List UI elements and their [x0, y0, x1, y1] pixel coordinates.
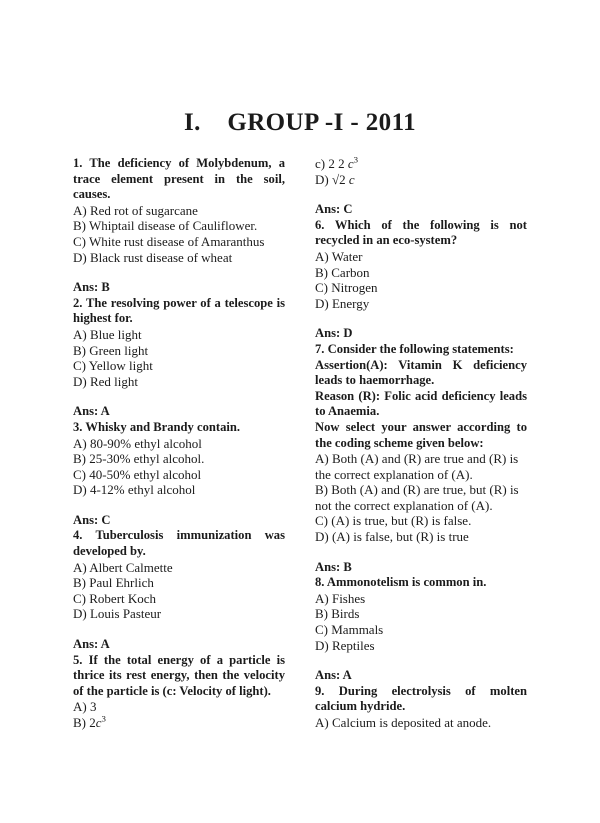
option-1-a[interactable]: A) Red rot of sugarcane [73, 202, 198, 218]
spacer [73, 265, 285, 280]
option-5-b-prefix: B) 2 [73, 715, 96, 730]
option-8-a[interactable]: A) Fishes [315, 590, 366, 606]
option-7-d[interactable]: D) (A) is false, but (R) is true [315, 529, 469, 545]
option-8-b[interactable]: B) Birds [315, 606, 360, 622]
reason-statement-7: Reason (R): Folic acid deficiency leads to Anaemia. [315, 388, 527, 419]
question-text-4: 4. Tuberculosis immunization was developed by. [73, 528, 285, 559]
question-text-3: 3. Whisky and Brandy contain. [73, 419, 241, 434]
option-6-a[interactable]: A) Water [315, 248, 363, 264]
option-1-d[interactable]: D) Black rust disease of wheat [73, 249, 233, 265]
question-block-4 [73, 528, 285, 652]
question-block-5 [73, 653, 285, 731]
spacer [315, 653, 527, 668]
option-8-d[interactable]: D) Reptiles [315, 637, 375, 653]
question-block-5-continued [315, 156, 527, 218]
option-5-a[interactable]: A) 3 [73, 699, 97, 715]
question-block-2 [73, 296, 285, 420]
assertion-statement-7: Assertion(A): Vitamin K deficiency leads to haemorrhage. [315, 357, 527, 388]
option-2-a[interactable]: A) Blue light [73, 326, 142, 342]
spacer [315, 311, 527, 326]
option-3-a[interactable]: A) 80-90% ethyl alcohol [73, 435, 202, 451]
option-5-b[interactable] [73, 715, 285, 731]
exponent-3: 3 [353, 154, 359, 165]
coding-scheme-instruction-7: Now select your answer according to the coding scheme given below: [315, 419, 527, 450]
question-block-3 [73, 420, 285, 529]
variable-c: c [95, 715, 102, 730]
option-8-c[interactable]: C) Mammals [315, 622, 384, 638]
option-7-b[interactable]: B) Both (A) and (R) are true, but (R) is not the correct explanation of (A). [315, 482, 519, 513]
variable-c: c [348, 171, 355, 187]
option-4-c[interactable]: C) Robert Koch [73, 590, 157, 606]
question-text-6: 6. Which of the following is not recycled in an eco-system? [315, 217, 527, 248]
question-text-9: 9. During electrolysis of molten calcium hydride. [315, 683, 527, 714]
option-4-a[interactable]: A) Albert Calmette [73, 559, 173, 575]
option-5-c[interactable] [315, 156, 527, 172]
exponent-3: 3 [101, 713, 106, 724]
left-column [73, 156, 285, 731]
question-text-5: 5. If the total energy of a particle is thrice its rest energy, then the velocity of the particle is (c: Velocity of light). [73, 652, 285, 698]
variable-c: c [347, 156, 354, 171]
option-2-b[interactable]: B) Green light [73, 342, 149, 358]
question-text-7: 7. Consider the following statements: [315, 341, 514, 356]
question-block-6 [315, 218, 527, 342]
question-text-2: 2. The resolving power of a telescope is highest for. [73, 295, 285, 326]
option-3-b[interactable]: B) 25-30% ethyl alcohol. [73, 451, 205, 467]
option-3-d[interactable]: D) 4-12% ethyl alcohol [73, 482, 196, 498]
answer-6: Ans: D [315, 326, 353, 341]
answer-1: Ans: B [73, 280, 110, 295]
answer-3: Ans: C [73, 512, 111, 527]
question-text-8: 8. Ammonotelism is common in. [315, 575, 487, 590]
answer-7: Ans: B [315, 559, 352, 574]
option-6-c[interactable]: C) Nitrogen [315, 280, 378, 296]
option-7-c[interactable]: C) (A) is true, but (R) is false. [315, 513, 472, 529]
spacer [315, 187, 527, 202]
spacer [73, 622, 285, 637]
page-title: I. GROUP -I - 2011 [183, 109, 417, 136]
spacer [73, 498, 285, 513]
option-7-a[interactable]: A) Both (A) and (R) are true and (R) is the correct explanation of (A). [315, 451, 519, 482]
spacer [73, 389, 285, 404]
answer-2: Ans: A [73, 404, 110, 419]
two-column-body [73, 156, 528, 731]
question-block-9 [315, 684, 527, 731]
spacer [315, 545, 527, 560]
option-6-b[interactable]: B) Carbon [315, 264, 370, 280]
option-6-d[interactable]: D) Energy [315, 295, 370, 311]
question-block-1 [73, 156, 285, 296]
answer-5: Ans: C [315, 202, 353, 217]
question-block-8 [315, 575, 527, 684]
option-5-d-label: D) √2 [315, 171, 349, 187]
option-9-a[interactable]: A) Calcium is deposited at anode. [315, 715, 492, 730]
option-1-b[interactable]: B) Whiptail disease of Cauliflower. [73, 218, 258, 234]
option-3-c[interactable]: C) 40-50% ethyl alcohol [73, 466, 202, 482]
question-text-1: 1. The deficiency of Molybdenum, a trace element present in the soil, causes. [73, 156, 285, 202]
option-5-d[interactable] [315, 172, 527, 188]
right-column [315, 156, 527, 731]
option-5-c-label: c) 2 2 [315, 156, 348, 171]
option-2-c[interactable]: C) Yellow light [73, 358, 153, 374]
option-4-b[interactable]: B) Paul Ehrlich [73, 575, 154, 591]
question-block-7 [315, 342, 527, 575]
option-1-c[interactable]: C) White rust disease of Amaranthus [73, 233, 265, 249]
answer-4: Ans: A [73, 637, 110, 652]
answer-8: Ans: A [315, 668, 352, 683]
option-4-d[interactable]: D) Louis Pasteur [73, 606, 162, 622]
option-2-d[interactable]: D) Red light [73, 373, 138, 389]
